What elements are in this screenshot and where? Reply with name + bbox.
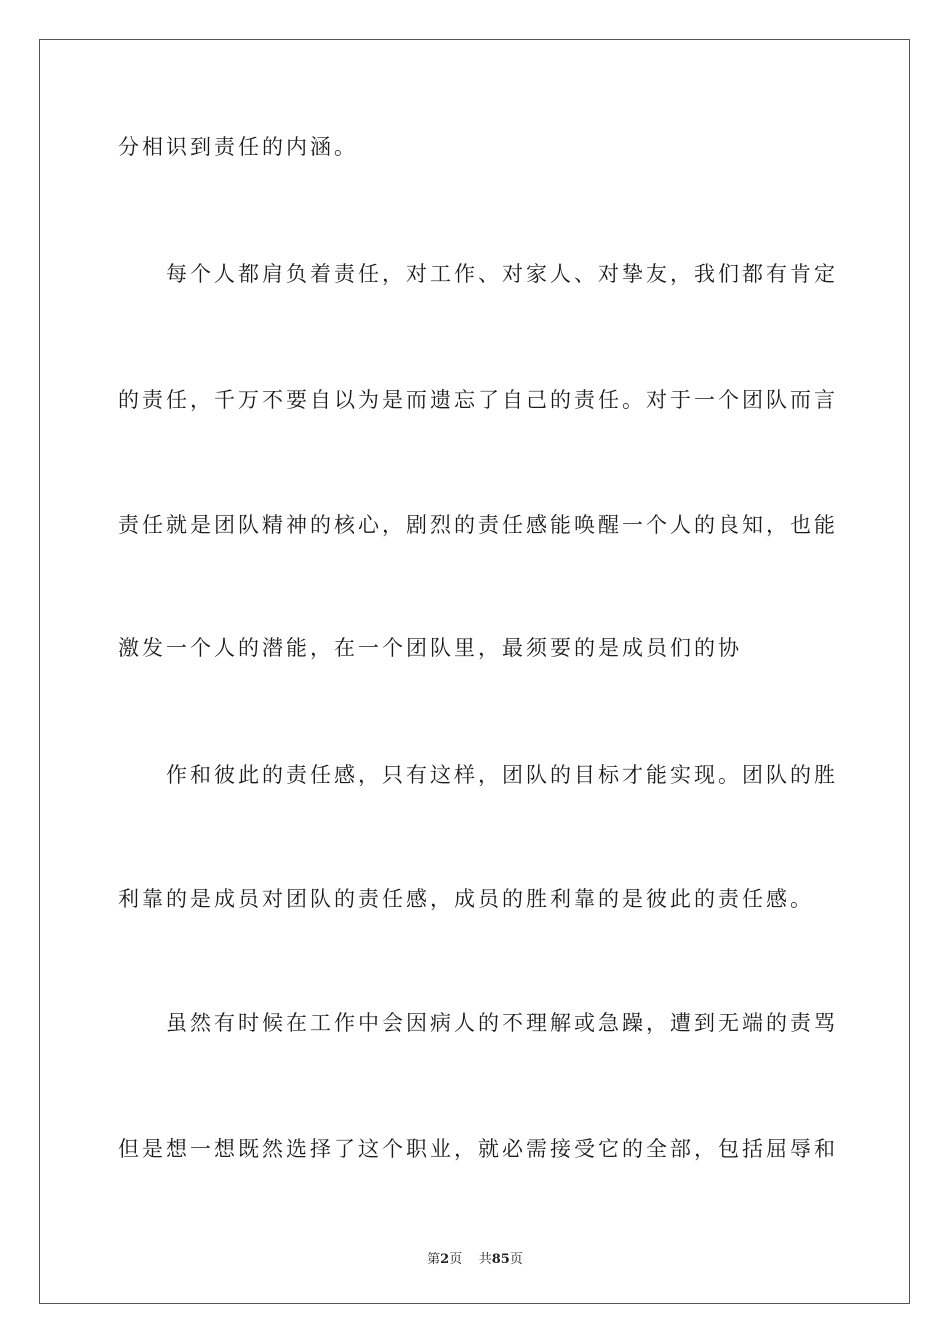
total-prefix: 共 [478, 1252, 492, 1267]
text-line-4: 责任就是团队精神的核心，剧烈的责任感能唤醒一个人的良知，也能 [118, 513, 838, 537]
text-line-5: 激发一个人的潜能，在一个团队里，最须要的是成员们的协 [118, 636, 742, 660]
text-line-3: 的责任，千万不要自以为是而遗忘了自己的责任。对于一个团队而言 [118, 388, 838, 412]
text-line-2: 每个人都肩负着责任，对工作、对家人、对挚友，我们都有肯定 [166, 262, 838, 286]
total-suffix: 页 [509, 1252, 523, 1267]
text-line-1: 分相识到责任的内涵。 [118, 135, 358, 159]
page-prefix: 第 [427, 1252, 441, 1267]
text-line-8: 虽然有时候在工作中会因病人的不理解或急躁，遭到无端的责骂 [166, 1011, 838, 1035]
text-line-9: 但是想一想既然选择了这个职业，就必需接受它的全部，包括屈辱和 [118, 1137, 838, 1161]
page-number: 2 [440, 1252, 450, 1267]
text-line-6: 作和彼此的责任感，只有这样，团队的目标才能实现。团队的胜 [166, 763, 838, 787]
page-border [39, 39, 910, 1304]
page-suffix: 页 [449, 1252, 463, 1267]
total-pages: 85 [491, 1252, 510, 1267]
page-footer [0, 1248, 950, 1267]
text-line-7: 利靠的是成员对团队的责任感，成员的胜利靠的是彼此的责任感。 [118, 887, 814, 911]
